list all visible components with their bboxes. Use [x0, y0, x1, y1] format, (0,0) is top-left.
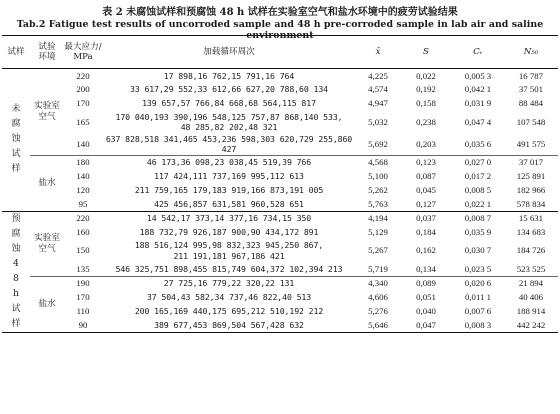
cycles-line1: 546 325,751 898,455 815,749 604,372 102,394 213	[115, 263, 343, 274]
mean-cell: 5,276	[368, 305, 388, 316]
max-stress-cell: 135	[76, 263, 90, 274]
mean-cell: 4,947	[368, 98, 388, 109]
std-cell: 0,037	[416, 213, 436, 223]
n50-cell: 125 891	[516, 170, 546, 181]
cycles-line1: 425 456,857 631,581 960,528 651	[154, 198, 304, 209]
cycles-line1: 389 677,453 869,504 567,428 632	[154, 319, 304, 330]
header-std: S	[423, 46, 429, 57]
n50-cell: 88 484	[518, 98, 544, 109]
cv-cell: 0,017 2	[464, 170, 492, 181]
cycles-line1: 188 516,124 995,98 832,323 945,250 867,	[134, 240, 324, 250]
max-stress-cell: 170	[76, 291, 90, 302]
std-cell: 0,127	[416, 198, 436, 209]
cv-cell: 0,008 5	[464, 184, 492, 195]
cycles-line1: 27 725,16 779,22 320,22 131	[163, 278, 295, 288]
header-sample: 试样	[7, 46, 25, 57]
header-environment-line1: 试验	[38, 41, 56, 52]
table-row	[2, 111, 558, 134]
mean-cell: 5,719	[368, 263, 388, 274]
max-stress-cell: 170	[76, 98, 90, 109]
cv-cell: 0,027 0	[464, 157, 492, 167]
header-cv: Cᵥ	[473, 46, 483, 57]
cv-cell: 0,023 5	[464, 263, 492, 274]
cycles-cell	[102, 304, 356, 318]
header-max-stress	[64, 36, 102, 69]
std-cell: 0,123	[416, 157, 436, 167]
cv-cell: 0,030 7	[464, 245, 492, 256]
n50-cell: 188 914	[516, 305, 546, 316]
std-cell: 0,158	[416, 98, 436, 109]
std-cell: 0,022	[416, 70, 436, 81]
n50-cell: 182 966	[516, 184, 546, 195]
sample-label	[2, 69, 30, 212]
table-row	[2, 318, 558, 332]
cycles-cell	[102, 155, 356, 169]
table-title-english: Tab.2 Fatigue test results of uncorroded sample and 48 h pre-corroded sample in lab air and saline environment	[16, 19, 544, 41]
header-environment-line2: 环境	[38, 52, 56, 62]
n50-cell: 442 242	[516, 319, 546, 330]
table-row	[2, 239, 558, 262]
sample-label	[2, 211, 30, 332]
cv-cell: 0,007 6	[464, 305, 492, 316]
mean-cell: 5,646	[368, 319, 388, 330]
table-row	[2, 69, 558, 83]
n50-cell: 15 631	[518, 213, 544, 223]
cycles-cell	[102, 262, 356, 276]
mean-cell: 5,262	[368, 184, 388, 195]
cv-cell: 0,047 4	[464, 116, 492, 127]
mean-cell: 5,267	[368, 245, 388, 256]
header-max-stress-line2: MPa	[73, 52, 93, 62]
max-stress-cell: 140	[76, 170, 90, 181]
cycles-cell	[102, 290, 356, 304]
table-row	[2, 97, 558, 111]
environment-line1: 盐水	[38, 177, 56, 188]
cycles-cell	[102, 197, 356, 211]
n50-cell: 40 406	[518, 291, 544, 302]
mean-cell: 5,763	[368, 198, 388, 209]
cycles-line2: 211 191,181 967,186 421	[173, 250, 285, 261]
std-cell: 0,192	[416, 84, 436, 95]
cv-cell: 0,035 9	[464, 226, 492, 237]
table-row	[2, 134, 558, 156]
cycles-cell	[102, 169, 356, 183]
mean-cell: 4,568	[368, 157, 388, 167]
environment-line1: 实验室	[34, 233, 60, 243]
cycles-line1: 37 504,43 582,34 737,46 822,40 513	[146, 291, 312, 302]
environment-line2: 空气	[38, 111, 56, 122]
table-title-chinese: 表 2 未腐蚀试样和预腐蚀 48 h 试样在实验室空气和盐水环境中的疲劳试验结果	[102, 7, 458, 18]
header-cycles: 加载循环周次	[203, 46, 255, 57]
n50-cell: 578 834	[516, 198, 546, 209]
cycles-line1: 139 657,57 766,84 668,68 564,115 817	[142, 98, 316, 109]
cycles-cell	[102, 111, 356, 134]
table-row	[2, 197, 558, 211]
cv-cell: 0,031 9	[464, 98, 492, 109]
table-row	[2, 304, 558, 318]
environment-line1: 盐水	[38, 298, 56, 309]
group-precorroded	[2, 211, 558, 332]
sample-label-text: 预腐蚀48h试样	[11, 213, 21, 329]
mean-cell: 4,225	[368, 70, 388, 81]
n50-cell: 16 787	[518, 70, 544, 81]
cv-cell: 0,008 7	[464, 213, 492, 223]
table-row	[2, 225, 558, 239]
n50-cell: 21 894	[518, 278, 544, 288]
cycles-line1: 200 165,169 440,175 695,212 510,192 212	[134, 305, 324, 316]
cycles-line1: 188 732,79 926,187 900,90 434,172 891	[139, 226, 319, 237]
cycles-cell	[102, 183, 356, 197]
cycles-line1: 637 828,518 341,465 453,236 598,303 620,729 255,860 427	[105, 133, 353, 154]
mean-cell: 4,340	[368, 278, 388, 288]
cycles-cell	[102, 276, 356, 290]
cv-cell: 0,042 1	[464, 84, 492, 95]
mean-cell: 4,606	[368, 291, 388, 302]
std-cell: 0,047	[416, 319, 436, 330]
cycles-line1: 170 040,193 390,196 548,125 757,87 868,140 533,	[115, 111, 343, 122]
mean-cell: 5,032	[368, 116, 388, 127]
cycles-line2: 48 285,82 202,48 321	[180, 122, 278, 132]
cycles-cell	[102, 69, 356, 83]
std-cell: 0,089	[416, 278, 436, 288]
table-row	[2, 183, 558, 197]
cycles-line1: 33 617,29 552,33 612,66 627,20 788,60 134	[129, 84, 328, 95]
std-cell: 0,238	[416, 116, 436, 127]
cycles-cell	[102, 225, 356, 239]
sample-label-text: 未腐蚀试样	[11, 104, 21, 175]
n50-cell: 37 017	[518, 157, 544, 167]
header-mean: x̄	[375, 46, 381, 57]
cycles-line1: 14 542,17 373,14 377,16 734,15 350	[146, 213, 312, 223]
cycles-line1: 211 759,165 179,183 919,166 873,191 005	[134, 184, 324, 195]
std-cell: 0,184	[416, 226, 436, 237]
std-cell: 0,087	[416, 170, 436, 181]
cycles-cell	[102, 134, 356, 156]
std-cell: 0,203	[416, 138, 436, 149]
max-stress-cell: 220	[76, 213, 90, 223]
n50-cell: 107 548	[516, 116, 546, 127]
cv-cell: 0,011 1	[464, 291, 492, 302]
cv-cell: 0,035 6	[464, 138, 492, 149]
max-stress-cell: 90	[78, 319, 88, 330]
cycles-cell	[102, 83, 356, 97]
n50-cell: 491 575	[516, 138, 546, 149]
max-stress-cell: 120	[76, 184, 90, 195]
std-cell: 0,162	[416, 245, 436, 256]
cycles-cell	[102, 239, 356, 262]
max-stress-cell: 220	[76, 70, 90, 81]
table-row	[2, 155, 558, 169]
cycles-line1: 117 424,111 737,169 995,112 613	[154, 170, 304, 181]
environment-line2: 空气	[38, 243, 56, 254]
max-stress-cell: 160	[76, 226, 90, 237]
header-n50: N₅₀	[523, 46, 539, 57]
cycles-line1: 17 898,16 762,15 791,16 764	[163, 70, 295, 81]
n50-cell: 134 683	[516, 226, 546, 237]
max-stress-cell: 140	[76, 138, 90, 149]
std-cell: 0,045	[416, 184, 436, 195]
max-stress-cell: 165	[76, 116, 90, 127]
cv-cell: 0,008 3	[464, 319, 492, 330]
environment-label	[30, 211, 64, 276]
table-row	[2, 290, 558, 304]
header-environment	[30, 36, 64, 69]
header-max-stress-line1: 最大应力/	[64, 41, 102, 52]
mean-cell: 4,194	[368, 213, 388, 223]
n50-cell: 184 726	[516, 245, 546, 256]
mean-cell: 4,574	[368, 84, 388, 95]
table-row	[2, 83, 558, 97]
environment-label	[30, 69, 64, 156]
cv-cell: 0,020 6	[464, 278, 492, 288]
cycles-cell	[102, 211, 356, 225]
std-cell: 0,040	[416, 305, 436, 316]
max-stress-cell: 190	[76, 278, 90, 288]
mean-cell: 5,129	[368, 226, 388, 237]
n50-cell: 37 501	[518, 84, 544, 95]
group-uncorroded	[2, 69, 558, 212]
header-row	[2, 36, 558, 69]
std-cell: 0,051	[416, 291, 436, 302]
n50-cell: 523 525	[516, 263, 546, 274]
environment-label	[30, 155, 64, 211]
cycles-cell	[102, 318, 356, 332]
table-row	[2, 211, 558, 225]
cycles-line1: 46 173,36 098,23 038,45 519,39 766	[146, 157, 312, 167]
max-stress-cell: 110	[76, 305, 90, 316]
max-stress-cell: 200	[76, 84, 90, 95]
max-stress-cell: 180	[76, 157, 90, 167]
cv-cell: 0,022 1	[464, 198, 492, 209]
table-row	[2, 169, 558, 183]
max-stress-cell: 95	[78, 198, 88, 209]
table-row	[2, 276, 558, 290]
mean-cell: 5,100	[368, 170, 388, 181]
fatigue-results-table	[2, 35, 558, 333]
cv-cell: 0,005 3	[464, 70, 492, 81]
cycles-cell	[102, 97, 356, 111]
max-stress-cell: 150	[76, 245, 90, 256]
table-row	[2, 262, 558, 276]
environment-label	[30, 276, 64, 332]
environment-line1: 实验室	[34, 101, 60, 112]
mean-cell: 5,692	[368, 138, 388, 149]
std-cell: 0,134	[416, 263, 436, 274]
